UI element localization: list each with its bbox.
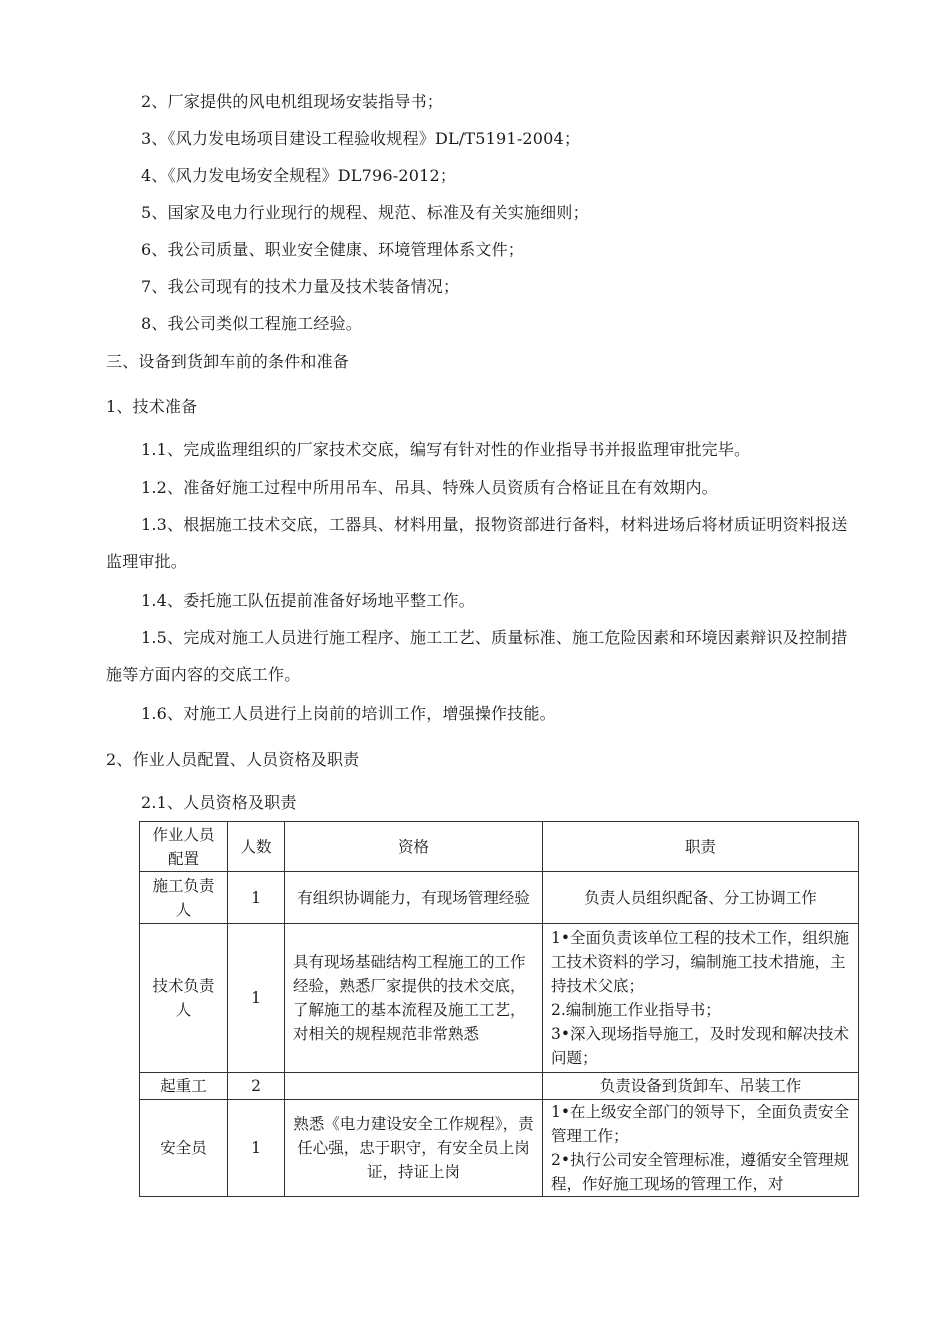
count-cell: 2 [228, 1073, 285, 1100]
qualification-cell: 具有现场基础结构工程施工的工作经验，熟悉厂家提供的技术交底，了解施工的基本流程及施工工艺，对相关的规程规范非常熟悉 [285, 924, 543, 1073]
tech-item-1-3: 1.3、根据施工技术交底，工器具、材料用量，报物资部进行备料，材料进场后将材质证明资料报送 [141, 515, 848, 534]
table-row [140, 872, 859, 924]
duty-cell [543, 1100, 859, 1197]
table-header-row [140, 822, 859, 872]
header-role: 作业人员配置 [140, 822, 228, 872]
tech-item-1-1: 1.1、完成监理组织的厂家技术交底，编写有针对性的作业指导书并报监理审批完毕。 [141, 440, 751, 459]
basis-item-8: 8、我公司类似工程施工经验。 [141, 314, 362, 333]
basis-item-5: 5、国家及电力行业现行的规程、规范、标准及有关实施细则； [141, 203, 589, 222]
tech-item-1-6: 1.6、对施工人员进行上岗前的培训工作，增强操作技能。 [141, 704, 556, 723]
role-cell: 起重工 [140, 1073, 228, 1100]
subsection-2-heading: 2、作业人员配置、人员资格及职责 [106, 750, 360, 769]
role-cell: 技术负责人 [140, 924, 228, 1073]
role-cell: 安全员 [140, 1100, 228, 1197]
section-3-heading: 三、设备到货卸车前的条件和准备 [106, 352, 350, 371]
count-cell: 1 [228, 872, 285, 924]
count-cell: 1 [228, 924, 285, 1073]
basis-item-3: 3、《风力发电场项目建设工程验收规程》DL/T5191-2004； [141, 129, 581, 148]
basis-item-4: 4、《风力发电场安全规程》DL796-2012； [141, 166, 457, 185]
duty-line: 负责设备到货卸车、吊装工作 [599, 1077, 802, 1095]
table-row [140, 924, 859, 1073]
basis-item-2: 2、厂家提供的风电机组现场安装指导书； [141, 92, 443, 111]
duty-cell [543, 924, 859, 1073]
duty-line: 1•在上级安全部门的领导下，全面负责安全管理工作； [551, 1103, 850, 1145]
duty-line: 2•执行公司安全管理标准，遵循安全管理规程，作好施工现场的管理工作，对 [551, 1151, 850, 1193]
subsection-2-1-heading: 2.1、人员资格及职责 [141, 793, 297, 812]
duty-line: 2.编制施工作业指导书； [551, 1001, 721, 1019]
table-row [140, 1073, 859, 1100]
count-cell: 1 [228, 1100, 285, 1197]
duty-cell [543, 1073, 859, 1100]
duty-line: 负责人员组织配备、分工协调工作 [584, 888, 817, 907]
duty-line: 3•深入现场指导施工，及时发现和解决技术问题； [551, 1025, 850, 1067]
qualification-cell: 熟悉《电力建设安全工作规程》，责任心强，忠于职守，有安全员上岗证，持证上岗 [285, 1100, 543, 1197]
table-row [140, 1100, 859, 1197]
staff-table [139, 821, 859, 1197]
qualification-cell: 有组织协调能力，有现场管理经验 [285, 872, 543, 924]
role-cell: 施工负责人 [140, 872, 228, 924]
tech-item-1-3-cont: 监理审批。 [106, 552, 188, 571]
header-qualification: 资格 [285, 822, 543, 872]
tech-item-1-5: 1.5、完成对施工人员进行施工程序、施工工艺、质量标准、施工危险因素和环境因素辩识及控制措 [141, 628, 848, 647]
basis-item-7: 7、我公司现有的技术力量及技术装备情况； [141, 277, 460, 296]
tech-item-1-4: 1.4、委托施工队伍提前准备好场地平整工作。 [141, 591, 475, 610]
duty-cell [543, 872, 859, 924]
tech-item-1-5-cont: 施等方面内容的交底工作。 [106, 665, 301, 684]
basis-item-6: 6、我公司质量、职业安全健康、环境管理体系文件； [141, 240, 524, 259]
header-count: 人数 [228, 822, 285, 872]
subsection-1-heading: 1、技术准备 [106, 397, 198, 416]
header-duty: 职责 [543, 822, 859, 872]
tech-item-1-2: 1.2、准备好施工过程中所用吊车、吊具、特殊人员资质有合格证且在有效期内。 [141, 478, 718, 497]
duty-line: 1•全面负责该单位工程的技术工作，组织施工技术资料的学习，编制施工技术措施，主持技术父底； [551, 929, 850, 995]
qualification-cell [285, 1073, 543, 1100]
